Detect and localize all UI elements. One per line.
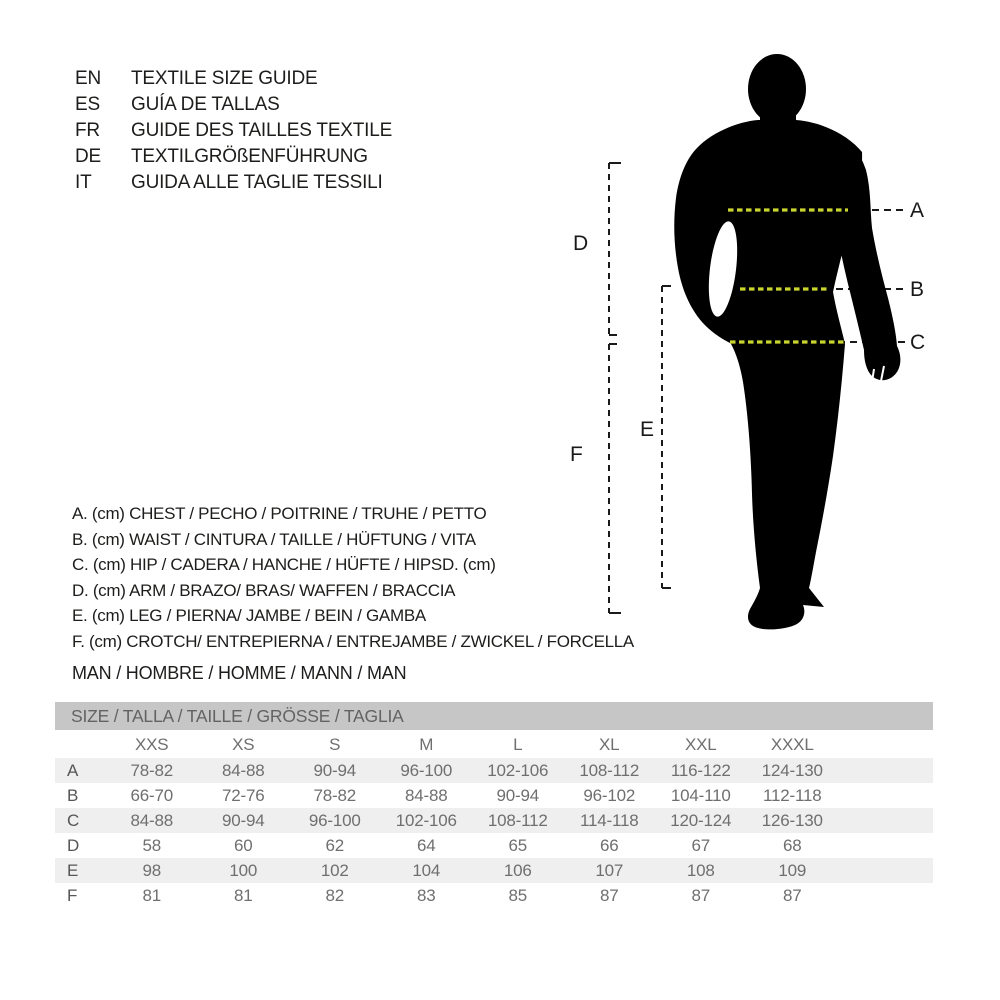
table-title-bar: SIZE / TALLA / TAILLE / GRÖSSE / TAGLIA (55, 702, 933, 730)
spacer-cell (838, 758, 933, 783)
col-header: XXL (684, 735, 717, 754)
silhouette-torso-left-arm (674, 120, 862, 344)
cell: 84-88 (405, 785, 448, 805)
cell: 90-94 (313, 760, 356, 780)
definition-hip: C. (cm) HIP / CADERA / HANCHE / HÜFTE / HIPSD. (cm) (72, 555, 496, 574)
definition-chest: A. (cm) CHEST / PECHO / POITRINE / TRUHE / PETTO (72, 504, 487, 523)
cell: 102 (320, 860, 349, 880)
table-row-chest (55, 758, 933, 783)
cell: 108-112 (579, 760, 640, 780)
language-title: TEXTILE SIZE GUIDE (131, 68, 318, 89)
size-table (55, 702, 933, 908)
cell: 84-88 (222, 760, 265, 780)
cell: 64 (416, 835, 436, 855)
col-header: XL (599, 735, 620, 754)
cell: 72-76 (222, 785, 265, 805)
cell: 116-122 (670, 760, 731, 780)
table-row-crotch (55, 883, 933, 908)
definition-waist: B. (cm) WAIST / CINTURA / TAILLE / HÜFTUNG / VITA (72, 529, 476, 549)
cell: 104 (412, 860, 441, 880)
language-code: IT (75, 172, 92, 193)
language-code: ES (75, 94, 100, 115)
cell: 78-82 (313, 785, 356, 805)
language-row-it (75, 170, 392, 196)
language-row-en (75, 66, 392, 92)
cell: 126-130 (761, 810, 823, 830)
row-label: D (67, 835, 80, 855)
spacer-cell (838, 883, 933, 908)
col-header: XXS (135, 735, 169, 754)
table-row-arm (55, 833, 933, 858)
language-title: TEXTILGRÖßENFÜHRUNG (131, 146, 368, 167)
definition-leg: E. (cm) LEG / PIERNA/ JAMBE / BEIN / GAMBA (72, 606, 426, 625)
cell: 87 (599, 885, 619, 905)
cell: 66-70 (130, 785, 173, 805)
cell: 98 (142, 860, 161, 880)
label-hip: C (910, 331, 926, 354)
label-waist: B (910, 278, 925, 301)
cell: 78-82 (130, 760, 173, 780)
spacer-cell (838, 783, 933, 808)
col-header: S (329, 735, 341, 754)
row-label: B (67, 785, 79, 805)
size-grid (55, 732, 933, 908)
cell: 60 (233, 835, 253, 855)
cell: 90-94 (222, 810, 265, 830)
language-list (75, 66, 392, 196)
cell: 87 (782, 885, 802, 905)
size-header-row (55, 732, 933, 758)
col-header: XS (232, 735, 255, 754)
cell: 114-118 (580, 810, 639, 830)
cell: 104-110 (670, 785, 731, 805)
corner-cell (55, 732, 106, 758)
label-crotch: F (570, 443, 583, 466)
language-title: GUÍA DE TALLAS (131, 94, 280, 115)
row-label: A (67, 760, 79, 780)
silhouette-legs (731, 344, 845, 629)
cell: 85 (508, 885, 527, 905)
cell: 67 (691, 835, 710, 855)
cell: 68 (782, 835, 802, 855)
spacer-cell (838, 808, 933, 833)
language-row-es (75, 92, 392, 118)
cell: 120-124 (670, 810, 732, 830)
cell: 108-112 (487, 810, 548, 830)
row-label: C (67, 810, 80, 830)
col-header: M (419, 735, 434, 754)
cell: 102-106 (395, 810, 457, 830)
cell: 124-130 (761, 760, 823, 780)
language-code: DE (75, 146, 101, 167)
cell: 81 (233, 885, 253, 905)
language-title: GUIDA ALLE TAGLIE TESSILI (131, 172, 383, 193)
cell: 82 (325, 885, 344, 905)
col-header: XXXL (770, 735, 814, 754)
cell: 65 (508, 835, 527, 855)
cell: 102-106 (487, 760, 549, 780)
col-header: L (513, 735, 523, 754)
language-row-fr (75, 118, 392, 144)
cell: 96-102 (583, 785, 636, 805)
cell: 84-88 (130, 810, 173, 830)
definition-arm: D. (cm) ARM / BRAZO/ BRAS/ WAFFEN / BRACCIA (72, 580, 456, 600)
row-label: E (67, 860, 79, 880)
language-title: GUIDE DES TAILLES TEXTILE (131, 120, 393, 141)
definition-crotch: F. (cm) CROTCH/ ENTREPIERNA / ENTREJAMBE / ZWICKEL / FORCELLA (72, 631, 634, 651)
spacer-cell (838, 858, 933, 883)
language-row-de (75, 144, 392, 170)
cell: 100 (229, 860, 258, 880)
measurement-definitions (72, 501, 634, 654)
cell: 90-94 (496, 785, 539, 805)
label-chest: A (910, 199, 925, 222)
spacer-cell (838, 833, 933, 858)
gender-heading: MAN / HOMBRE / HOMME / MANN / MAN (72, 663, 407, 683)
language-code: FR (75, 120, 100, 141)
spacer-cell (838, 732, 933, 758)
row-label: F (67, 885, 78, 905)
label-arm: D (573, 232, 589, 255)
cell: 109 (778, 860, 807, 880)
table-row-waist (55, 783, 933, 808)
cell: 107 (595, 860, 624, 880)
cell: 108 (686, 860, 715, 880)
cell: 83 (416, 885, 436, 905)
label-leg: E (640, 418, 655, 441)
cell: 81 (142, 885, 161, 905)
cell: 96-100 (400, 760, 453, 780)
cell: 106 (503, 860, 532, 880)
table-row-leg (55, 858, 933, 883)
cell: 96-100 (308, 810, 361, 830)
cell: 62 (325, 835, 344, 855)
cell: 112-118 (763, 785, 822, 805)
cell: 87 (691, 885, 710, 905)
language-code: EN (75, 68, 101, 89)
cell: 58 (142, 835, 161, 855)
cell: 66 (599, 835, 619, 855)
table-row-hip (55, 808, 933, 833)
